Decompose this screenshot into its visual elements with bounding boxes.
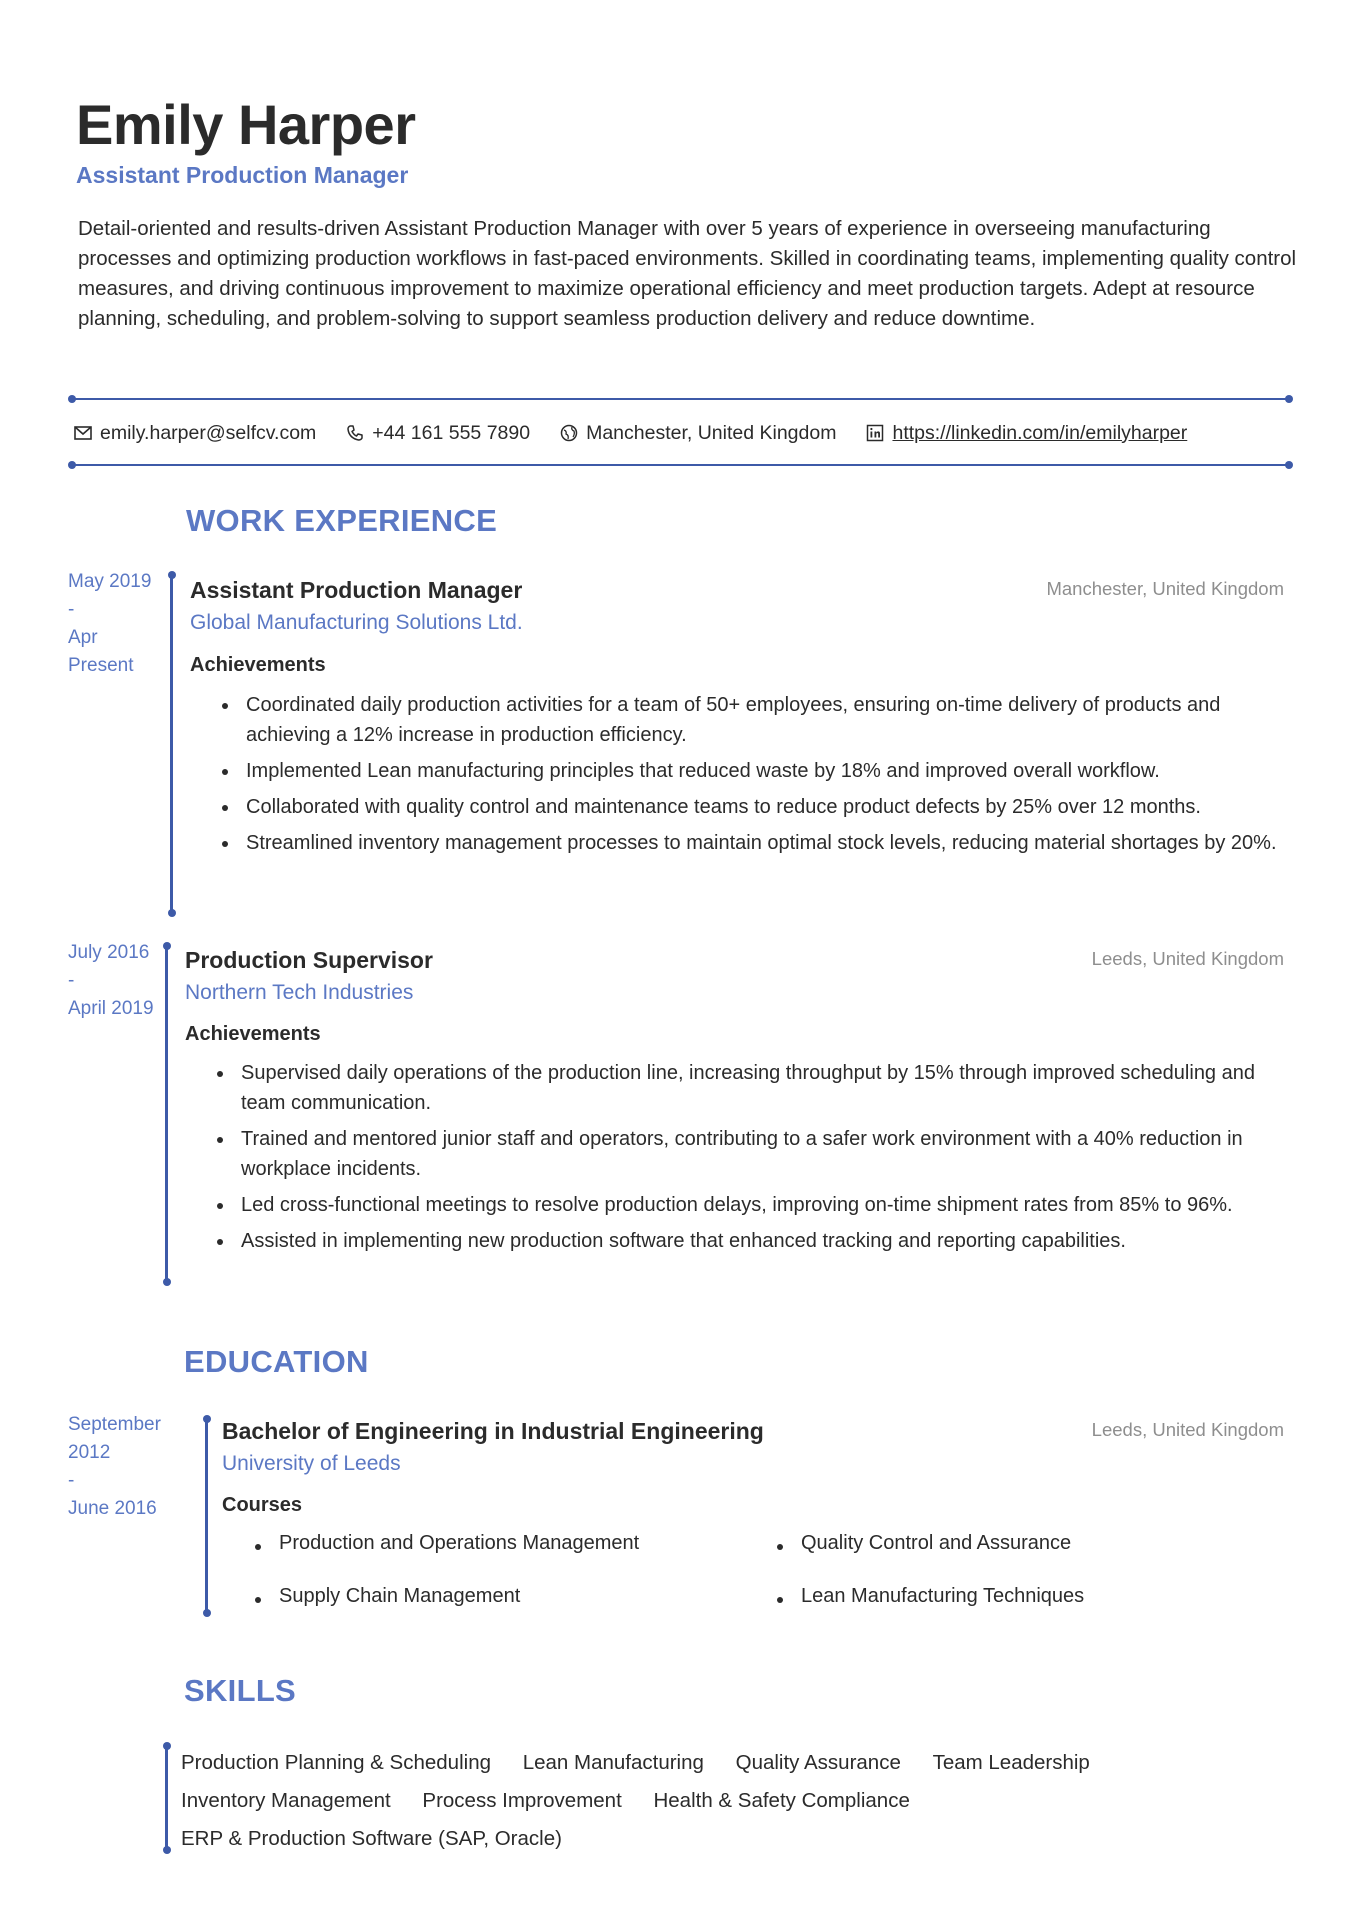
- skill-item: Production Planning & Scheduling: [181, 1751, 491, 1774]
- skill-item: Inventory Management: [181, 1789, 391, 1812]
- course-item: Supply Chain Management: [253, 1585, 520, 1608]
- job-1-dates: [68, 568, 151, 680]
- degree-title: Bachelor of Engineering in Industrial Engineering: [222, 1418, 764, 1444]
- skills-timeline: [165, 1745, 168, 1851]
- job-1-date-mid: Apr: [68, 627, 98, 648]
- job-1-timeline: [170, 574, 173, 914]
- list-item: Collaborated with quality control and maintenance teams to reduce product defects by 25% over 12 months.: [220, 792, 1290, 822]
- education-location: Leeds, United Kingdom: [1091, 1419, 1284, 1440]
- job-2-location: Leeds, United Kingdom: [1091, 948, 1284, 969]
- job-1-date-separator: -: [68, 599, 75, 620]
- job-2-date-separator: -: [68, 970, 75, 991]
- globe-icon: [560, 424, 578, 442]
- work-experience-heading: WORK EXPERIENCE: [186, 503, 498, 538]
- list-item: Implemented Lean manufacturing principles that reduced waste by 18% and improved overall workflow.: [220, 756, 1290, 786]
- course-item: Quality Control and Assurance: [775, 1532, 1071, 1555]
- skill-item: Team Leadership: [932, 1751, 1090, 1774]
- job-2-timeline: [165, 945, 168, 1283]
- profile-summary: Detail-oriented and results-driven Assistant Production Manager with over 5 years of experience in overseeing manufacturing processes and optimizing production workflows in fast-paced environments. Skilled in coordinating teams, implementing quality control measures, and driving continuous improvement to maximize operational efficiency and meet production targets. Adept at resource planning, scheduling, and problem-solving to support seamless production delivery and reduce downtime.: [78, 217, 1297, 330]
- linkedin-icon: [866, 424, 884, 442]
- list-item: Assisted in implementing new production software that enhanced tracking and reporting capabilities.: [215, 1226, 1290, 1256]
- list-item: Led cross-functional meetings to resolve production delays, improving on-time shipment rates from 85% to 96%.: [215, 1190, 1290, 1220]
- job-1-title: Assistant Production Manager: [190, 577, 523, 603]
- phone-icon: [346, 424, 364, 442]
- skill-item: Quality Assurance: [735, 1751, 901, 1774]
- skill-item: Health & Safety Compliance: [653, 1789, 910, 1812]
- education-dates: [68, 1411, 161, 1523]
- education-date-start-year: 2012: [68, 1442, 111, 1463]
- job-1-date-start: May 2019: [68, 571, 152, 592]
- contact-phone[interactable]: [346, 422, 530, 445]
- school-name: University of Leeds: [222, 1452, 401, 1475]
- contact-linkedin[interactable]: [866, 422, 1187, 445]
- contact-email[interactable]: [74, 422, 316, 445]
- skill-item: Lean Manufacturing: [522, 1751, 704, 1774]
- list-item: Trained and mentored junior staff and operators, contributing to a safer work environment with a 40% reduction in workplace incidents.: [215, 1124, 1290, 1184]
- contact-email-text: emily.harper@selfcv.com: [100, 421, 317, 444]
- job-1-date-end: Present: [68, 655, 134, 676]
- courses-subhead: Courses: [222, 1494, 303, 1516]
- job-2-subhead: Achievements: [185, 1023, 321, 1045]
- job-1-location: Manchester, United Kingdom: [1046, 578, 1284, 599]
- education-date-separator: -: [68, 1470, 75, 1491]
- education-date-end: June 2016: [68, 1498, 157, 1519]
- skills-list: [181, 1744, 1281, 1858]
- education-timeline: [205, 1418, 208, 1614]
- education-heading: EDUCATION: [184, 1344, 369, 1379]
- list-item: Coordinated daily production activities for a team of 50+ employees, ensuring on-time delivery of products and achieving a 12% increase in production efficiency.: [220, 690, 1290, 750]
- contact-location: [560, 422, 836, 445]
- job-2-company: Northern Tech Industries: [185, 981, 414, 1004]
- list-item: Supervised daily operations of the production line, increasing throughput by 15% through improved scheduling and team communication.: [215, 1058, 1290, 1118]
- job-1-achievements: [220, 690, 1290, 864]
- job-1-subhead: Achievements: [190, 654, 326, 676]
- skill-item: ERP & Production Software (SAP, Oracle): [181, 1827, 562, 1850]
- contact-top-divider: [71, 398, 1290, 400]
- contact-location-text: Manchester, United Kingdom: [586, 421, 837, 444]
- job-2-title: Production Supervisor: [185, 947, 433, 973]
- course-item: Production and Operations Management: [253, 1532, 639, 1555]
- course-item: Lean Manufacturing Techniques: [775, 1585, 1084, 1608]
- list-item: Streamlined inventory management processes to maintain optimal stock levels, reducing material shortages by 20%.: [220, 828, 1290, 858]
- envelope-icon: [74, 426, 92, 440]
- job-2-date-end: April 2019: [68, 998, 154, 1019]
- job-2-date-start: July 2016: [68, 942, 150, 963]
- job-2-achievements: [215, 1058, 1290, 1262]
- job-1-company: Global Manufacturing Solutions Ltd.: [190, 611, 523, 634]
- contact-bar: [74, 418, 1217, 448]
- skill-item: Process Improvement: [422, 1789, 622, 1812]
- candidate-name: Emily Harper: [76, 93, 416, 156]
- job-2-dates: [68, 939, 154, 1023]
- education-date-start-month: September: [68, 1414, 161, 1435]
- contact-phone-text: +44 161 555 7890: [372, 421, 531, 444]
- skills-heading: SKILLS: [184, 1673, 297, 1708]
- linkedin-link[interactable]: https://linkedin.com/in/emilyharper: [892, 421, 1188, 444]
- contact-bottom-divider: [71, 464, 1290, 466]
- candidate-title: Assistant Production Manager: [76, 162, 409, 188]
